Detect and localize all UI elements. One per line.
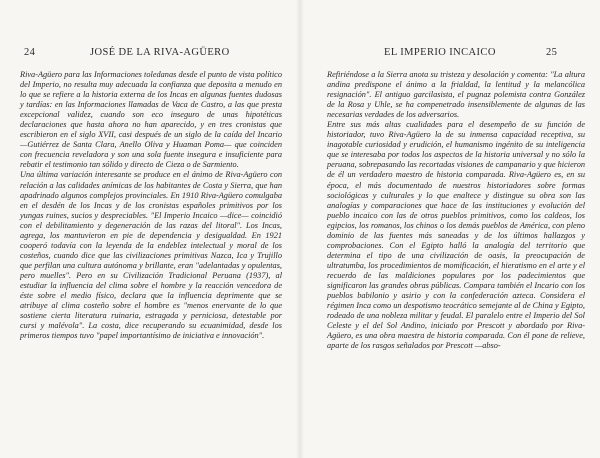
right-page	[300, 0, 600, 458]
page-number: 24	[24, 47, 36, 58]
body-text: Riva-Agüero para las Informaciones toledanas desde el punto de vista político del Imperio, no resulta muy adecuada la confianza que deposita a menudo en lo que se refiere a la historia externa de los Incas en algunas fuentes dudosas y tardías: en las Informaciones llamadas de Vaca de Castro, a las que presta excepcional validez, cuando son eco inseguro de unas hipotéticas declaraciones que hasta ahora no han aparecido, y en tres cronistas que escribieron en el siglo XVII, casi después de un siglo de la caída del Incario —Gutiérrez de Santa Clara, Anello Oliva y Huaman Poma— que coinciden con frecuencia reveladora y son una sola fuente insegura e insuficiente para rebatir el testimonio tan sólido y directo de Cieza o de Sarmiento. Una última variación interesante se produce en el ánimo de Riva-Agüero con relación a las calidades anímicas de los habitantes de Costa y Sierra, que han apadrinado algunos complejos provinciales. En 1910 Riva-Agüero comulgaba en el desdén de los Incas y de los cronistas españoles primitivos por los yungas ruines, sucios y despreciables. "El Imperio Incaico —dice— coincidió con el debilitamiento y degeneración de las razas del litoral". Los Incas, agrega, los mantuvieron en pie de dependencia y desigualdad. En 1921 cooperó todavía con la leyenda de la endeblez intelectual y moral de los costeños, cuando dice que las civilizaciones primitivas Nazca, Ica y Trujillo que perfilan una cultura autónoma y brillante, eran "adelantadas y opulentas, pero muelles". Pero en su Civilización Tradicional Peruana (1937), al estudiar la influencia del clima sobre el hombre y la reacción vencedora de éste sobre el medio físico, declara que la influencia deprimente que se atribuye al clima costeño sobre el hombre es "menos enervante de lo que sostiene cierta literatura ruinaria, estragada y perniciosa, detestable por cursi y malévola". La costa, dice recuperando su ecuanimidad, desde los primeros tiempos tuvo "papel importantísimo de iniciativa e innovación".	[20, 70, 282, 341]
running-head: JOSÉ DE LA RIVA-AGÜERO	[90, 47, 230, 58]
page-number: 25	[546, 47, 558, 58]
running-head: EL IMPERIO INCAICO	[384, 47, 496, 58]
body-text: Refiriéndose a la Sierra anota su tristeza y desolación y comenta: "La altura andina predispone el ánimo a la frialdad, la lentitud y la melancólica resignación". El antiguo garcilasista, el pugnaz polemista contra González de la Rosa y Uhle, se ha compenetrado insensiblemente de algunas de las necesarias verdades de los adversarios. Entre sus más altas cualidades para el desempeño de su función de historiador, tuvo Riva-Agüero la de su inmensa capacidad receptiva, su inagotable curiosidad y erudición, el humanismo ingénito de su inteligencia que se interesaba por todos los aspectos de la historia universal y no sólo la peruana, sobrepasando las recortadas visiones de campanario y que hicieron de él un verdadero maestro de historia comparada. Riva-Agüero es, en su época, el más documentado de nuestros historiadores sobre formas sociológicas y culturales y lo que enaltece y distingue su obra son las analogías y comparaciones que hace de las instituciones y evolución del pueblo incaico con las de otros pueblos primitivos, como los caldeos, los egipcios, los romanos, los chinos o los demás pueblos de América, con pleno dominio de las fuentes más saneadas y de los últimos hallazgos y comprobaciones. Con el Egipto halló la analogía del territorio que determina el tipo de una civilización de oasis, la preocupación de ultratumba, los procedimientos de momificación, el hieratismo en el arte y el recuerdo de las maldiciones populares por los padecimientos que significaron las grandes obras públicas. Compara también el Incario con los pueblos babilonio y asirio y con la confederación azteca. Considera el régimen Inca como un despotismo teocrático semejante al de China y Egipto, rodeado de una nobleza militar y feudal. El paralelo entre el Imperio del Sol Celeste y el del Sol Andino, iniciado por Prescott y abordado por Riva-Agüero, es una obra maestra de historia comparada. Con él pone de relieve, aparte de los rasgos señalados por Prescott —abso-	[327, 70, 585, 351]
